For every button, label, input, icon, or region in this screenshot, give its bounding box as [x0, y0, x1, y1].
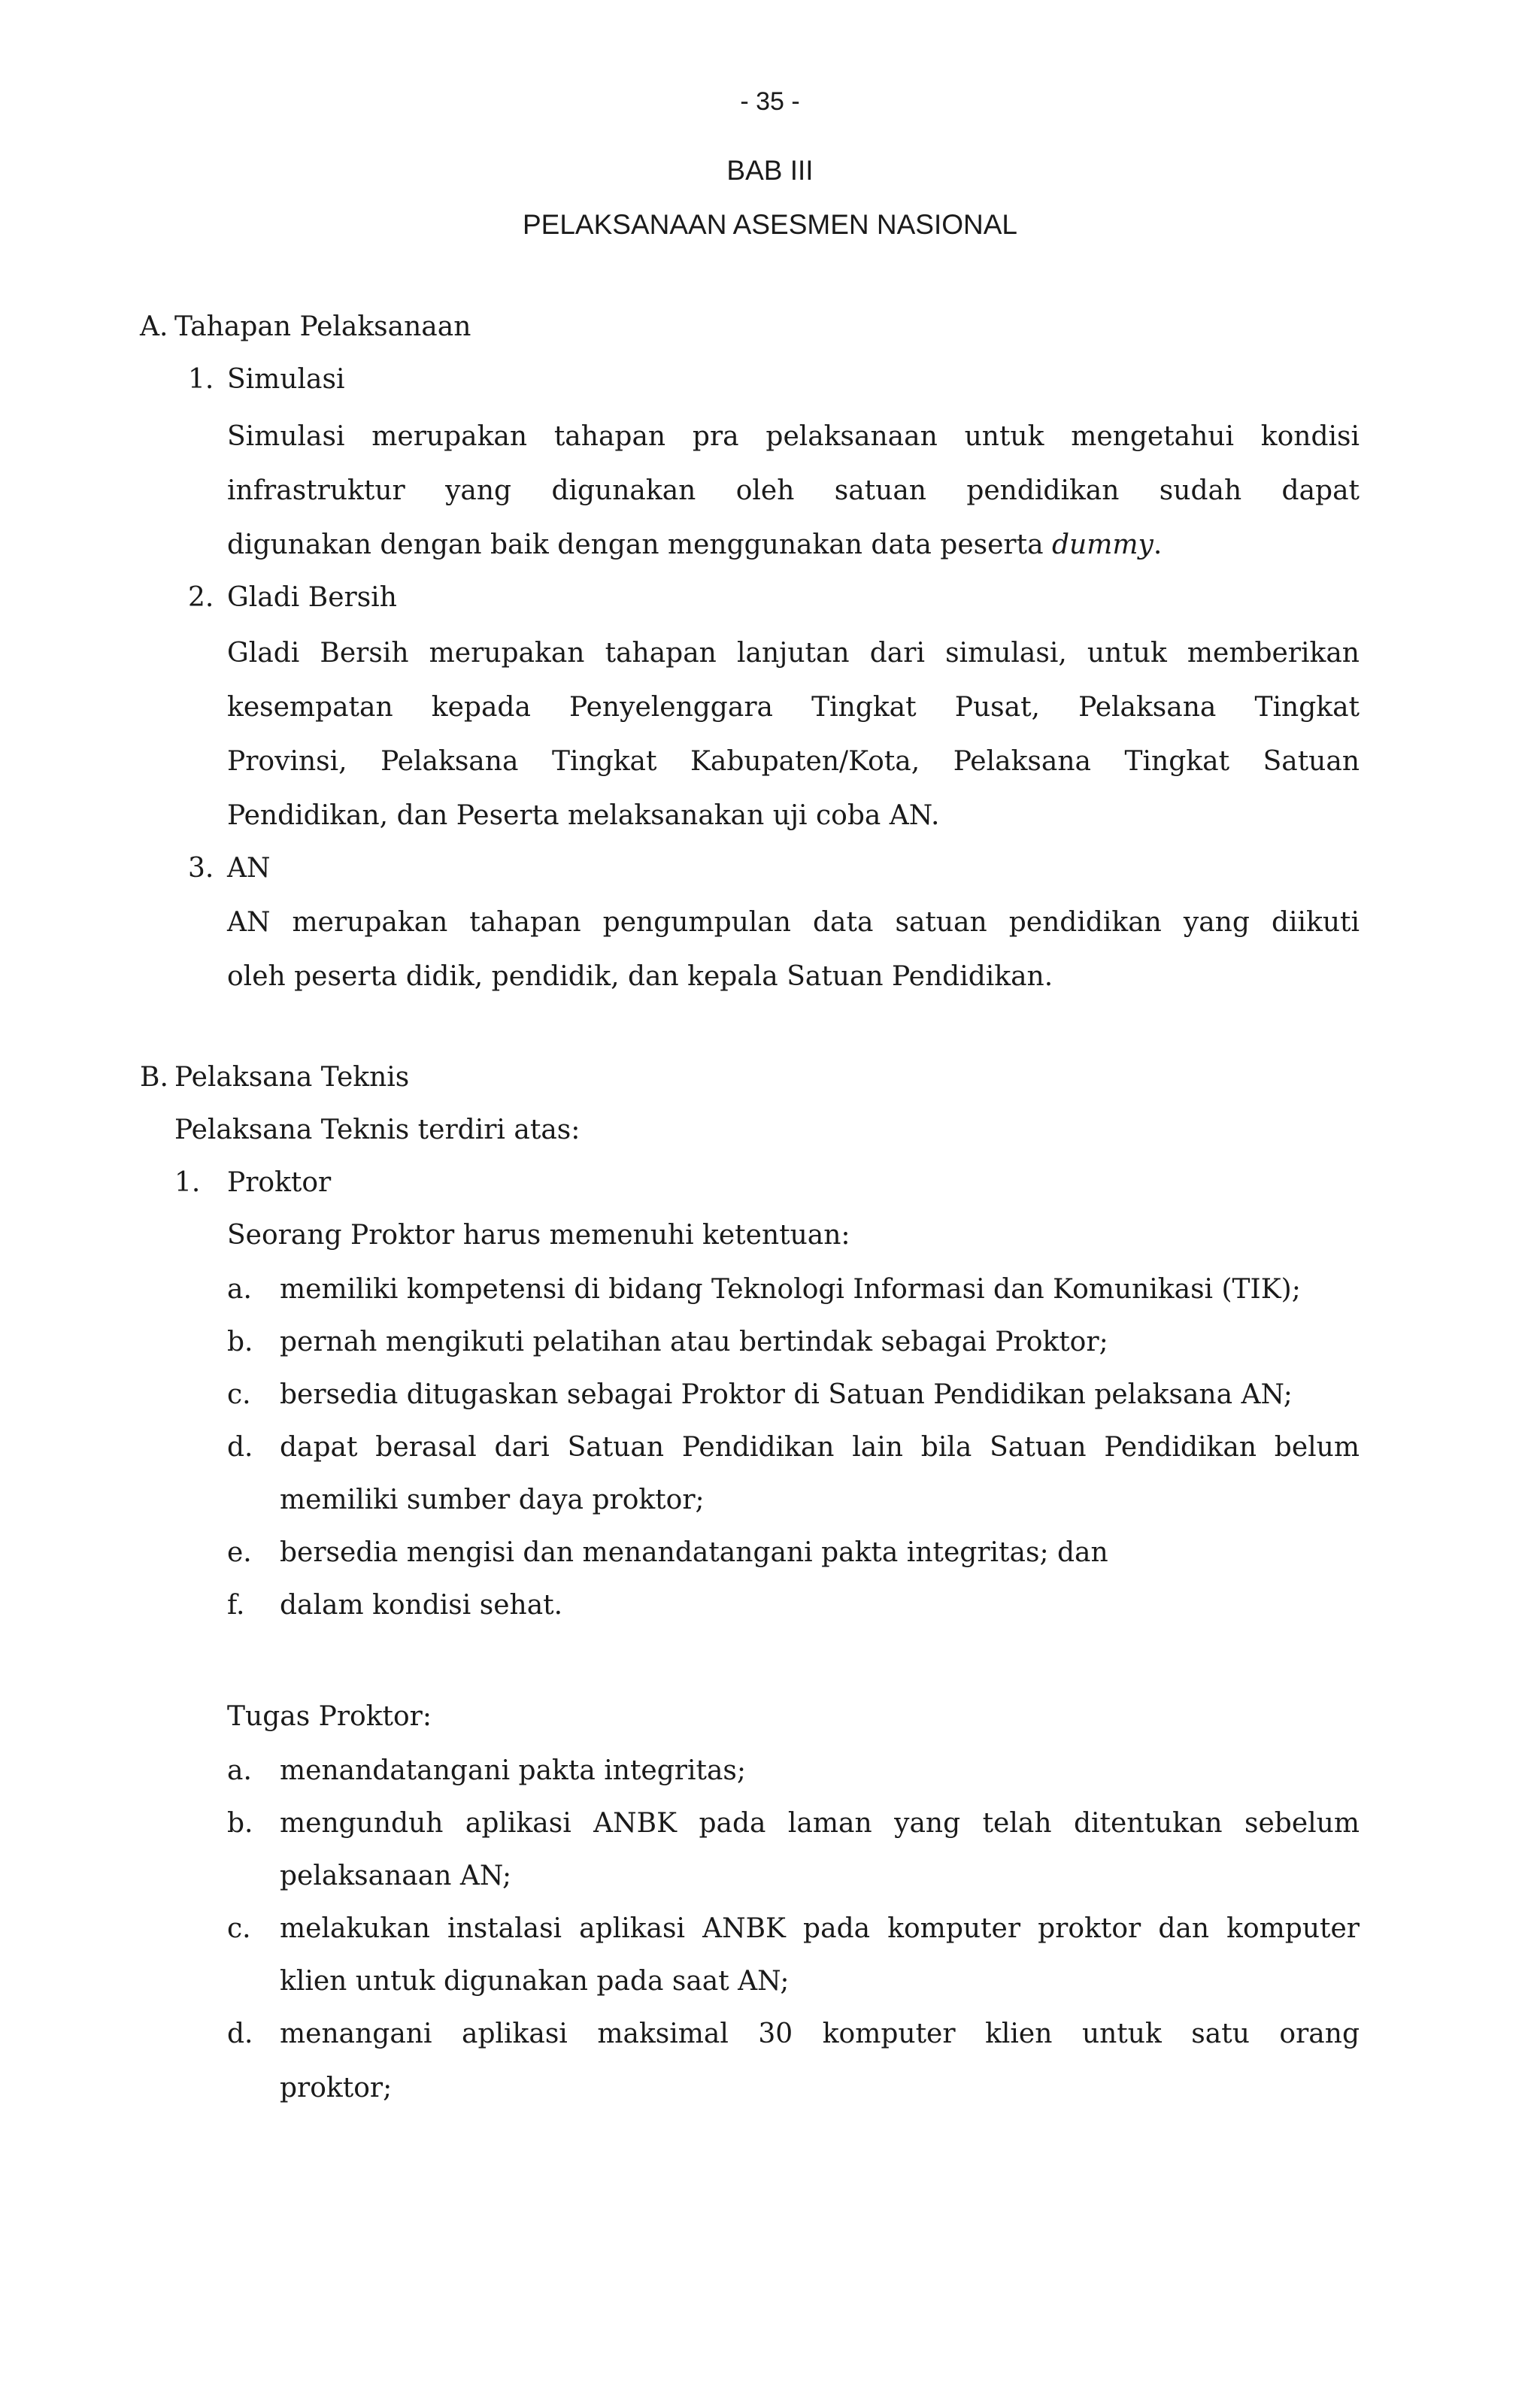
list-item-text: dapat berasal dari Satuan Pendidikan lain bila Satuan Pendidikan belum — [280, 1432, 1360, 1463]
item-number: 1. — [174, 1167, 201, 1198]
italic-term: dummy — [1052, 529, 1153, 560]
list-item-text: pernah mengikuti pelatihan atau bertindak sebagai Proktor; — [280, 1327, 1108, 1357]
paragraph-line: kesempatan kepada Penyelenggara Tingkat Pusat, Pelaksana Tingkat — [227, 692, 1360, 723]
chapter-label: BAB III — [726, 155, 814, 186]
paragraph-text: . — [1153, 529, 1163, 560]
paragraph-line: infrastruktur yang digunakan oleh satuan pendidikan sudah dapat — [227, 475, 1360, 506]
item-number: 3. — [188, 853, 214, 884]
list-item-text: mengunduh aplikasi ANBK pada laman yang telah ditentukan sebelum — [280, 1808, 1360, 1839]
paragraph-line — [227, 529, 1162, 560]
paragraph-line: oleh peserta didik, pendidik, dan kepala Satuan Pendidikan. — [227, 961, 1053, 992]
list-item-text: bersedia ditugaskan sebagai Proktor di Satuan Pendidikan pelaksana AN; — [280, 1379, 1293, 1410]
list-letter: c. — [227, 1379, 251, 1410]
list-letter: b. — [227, 1327, 253, 1357]
list-letter: d. — [227, 1432, 253, 1463]
list-item-text: klien untuk digunakan pada saat AN; — [280, 1966, 790, 1997]
page-number: - 35 - — [740, 87, 800, 116]
list-item-text: pelaksanaan AN; — [280, 1861, 512, 1891]
item-title-an: AN — [227, 853, 271, 884]
tasks-intro: Tugas Proktor: — [227, 1701, 432, 1732]
list-item-text: menangani aplikasi maksimal 30 komputer klien untuk satu orang — [280, 2019, 1360, 2049]
chapter-title: PELAKSANAAN ASESMEN NASIONAL — [522, 209, 1017, 240]
list-item-text: bersedia mengisi dan menandatangani pakta integritas; dan — [280, 1537, 1108, 1568]
requirements-intro: Seorang Proktor harus memenuhi ketentuan: — [227, 1220, 850, 1251]
list-letter: b. — [227, 1808, 253, 1839]
list-letter: a. — [227, 1755, 252, 1786]
list-item-text: melakukan instalasi aplikasi ANBK pada komputer proktor dan komputer — [280, 1913, 1360, 1944]
paragraph-text: digunakan dengan baik dengan menggunakan data peserta — [227, 529, 1053, 560]
item-title-proktor: Proktor — [227, 1167, 332, 1198]
list-letter: e. — [227, 1537, 252, 1568]
paragraph-line: AN merupakan tahapan pengumpulan data satuan pendidikan yang diikuti — [227, 907, 1360, 938]
paragraph-line: Pendidikan, dan Peserta melaksanakan uji coba AN. — [227, 800, 940, 831]
list-item-text: memiliki kompetensi di bidang Teknologi Informasi dan Komunikasi (TIK); — [280, 1274, 1301, 1305]
section-b-intro: Pelaksana Teknis terdiri atas: — [174, 1115, 581, 1145]
list-letter: f. — [227, 1590, 245, 1621]
list-item-text: memiliki sumber daya proktor; — [280, 1485, 705, 1515]
list-item-text: menandatangani pakta integritas; — [280, 1755, 747, 1786]
list-item-text: dalam kondisi sehat. — [280, 1590, 563, 1621]
section-b-letter: B. — [140, 1062, 168, 1093]
section-b-title: Pelaksana Teknis — [174, 1062, 410, 1093]
list-letter: c. — [227, 1913, 251, 1944]
section-a-title: Tahapan Pelaksanaan — [174, 311, 471, 342]
paragraph-line: Simulasi merupakan tahapan pra pelaksanaan untuk mengetahui kondisi — [227, 421, 1360, 452]
list-item-text: proktor; — [280, 2073, 393, 2103]
list-letter: a. — [227, 1274, 252, 1305]
section-a-letter: A. — [140, 311, 168, 342]
item-number: 2. — [188, 582, 214, 613]
item-number: 1. — [188, 364, 214, 395]
list-letter: d. — [227, 2019, 253, 2049]
paragraph-line: Gladi Bersih merupakan tahapan lanjutan dari simulasi, untuk memberikan — [227, 638, 1360, 669]
paragraph-line: Provinsi, Pelaksana Tingkat Kabupaten/Kota, Pelaksana Tingkat Satuan — [227, 746, 1360, 777]
item-title-simulasi: Simulasi — [227, 364, 345, 395]
item-title-gladi-bersih: Gladi Bersih — [227, 582, 397, 613]
